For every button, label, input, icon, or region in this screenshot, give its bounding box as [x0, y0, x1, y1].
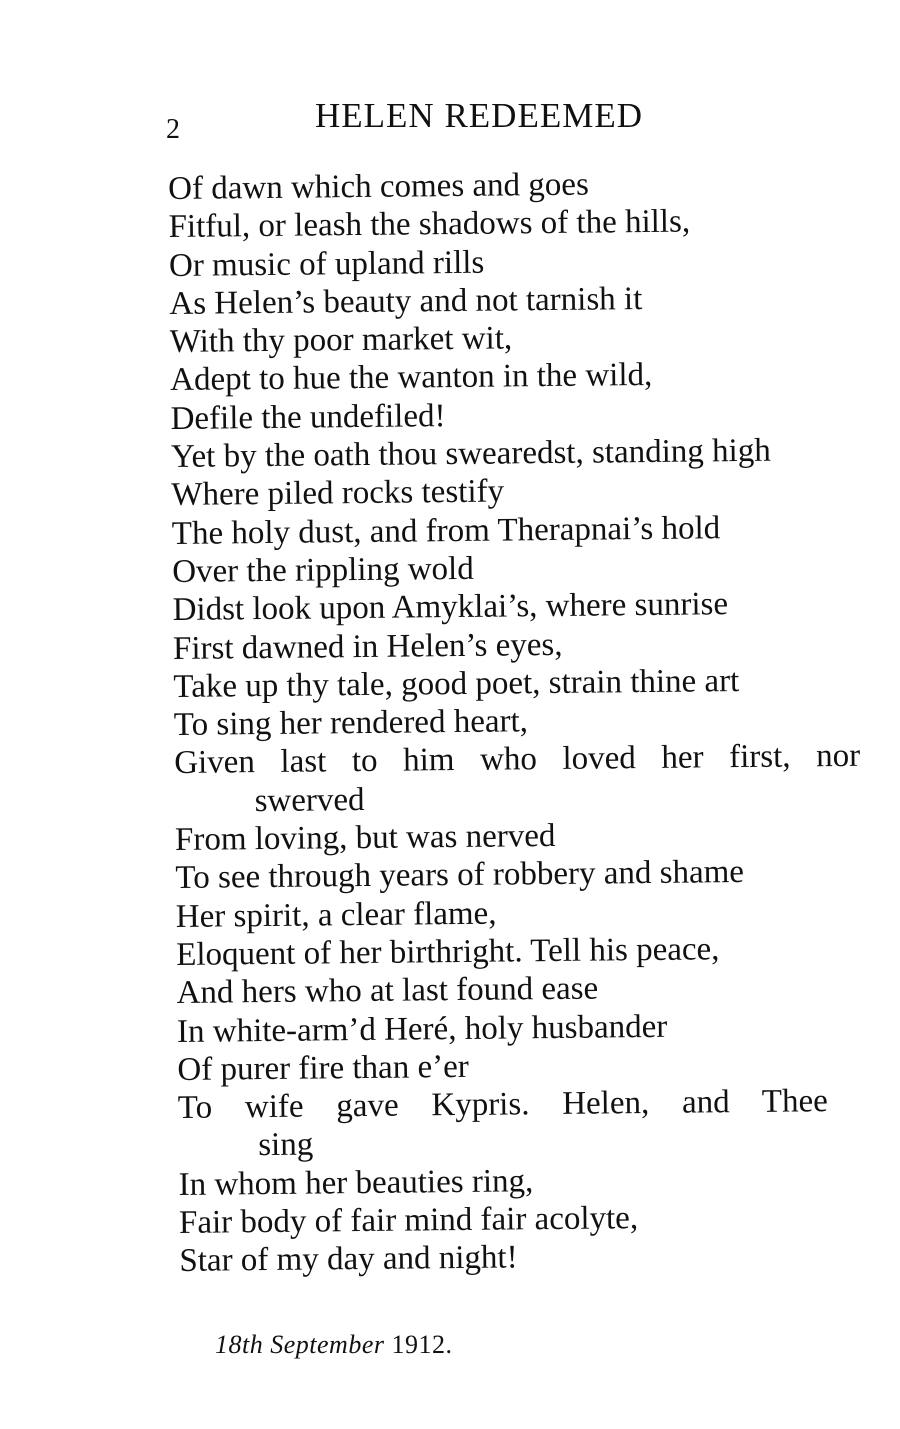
- poem-line: Where piled rocks testify: [171, 473, 505, 514]
- dateline-year: 1912.: [391, 1330, 453, 1359]
- dateline: [215, 1330, 452, 1360]
- page-number: 2: [166, 114, 180, 145]
- poem-line: To sing her rendered heart,: [173, 703, 529, 744]
- dateline-month: September: [270, 1330, 385, 1359]
- poem-line: Over the rippling wold: [172, 550, 474, 590]
- poem-line: The holy dust, and from Therapnai’s hold: [171, 509, 721, 552]
- poem-line: And hers who at last found ease: [176, 970, 599, 1012]
- poem-line: From loving, but was nerved: [174, 818, 556, 859]
- poem-line: Fitful, or leash the shadows of the hills,: [168, 203, 691, 246]
- poem-line: As Helen’s beauty and not tarnish it: [169, 280, 643, 322]
- poem-line: Defile the undefiled!: [170, 397, 446, 437]
- poem-line: Or music of upland rills: [168, 244, 485, 284]
- poem-line: Of purer fire than e’er: [177, 1048, 469, 1088]
- poem-line: Fair body of fair mind fair acolyte,: [178, 1200, 639, 1241]
- poem: [168, 163, 880, 1281]
- poem-line-continuation: swerved: [254, 781, 365, 819]
- poem-line: In white-arm’d Heré, holy husbander: [176, 1008, 668, 1050]
- poem-line: Yet by the oath thou swearedst, standing high: [170, 432, 771, 476]
- poem-line: Of dawn which comes and goes: [168, 166, 590, 207]
- poem-line: Take up thy tale, good poet, strain thine art: [173, 662, 740, 705]
- poem-line: Star of my day and night!: [179, 1239, 518, 1280]
- poem-line: To wife gave Kypris. Helen, and Thee: [177, 1083, 828, 1127]
- poem-line: Didst look upon Amyklai’s, where sunrise: [172, 586, 729, 629]
- poem-line: Her spirit, a clear flame,: [175, 895, 497, 935]
- poem-line: First dawned in Helen’s eyes,: [172, 626, 563, 667]
- poem-line: To see through years of robbery and shame: [175, 854, 745, 897]
- poem-line: Eloquent of her birthright. Tell his peace,: [176, 931, 720, 973]
- running-head: [0, 96, 900, 146]
- poem-line: With thy poor market wit,: [169, 320, 513, 361]
- poem-line-continuation: sing: [258, 1126, 314, 1164]
- dateline-day: 18th: [215, 1330, 264, 1359]
- book-title: HELEN REDEEMED: [315, 96, 643, 135]
- poem-line: In whom her beauties ring,: [178, 1162, 534, 1203]
- poem-line: Adept to hue the wanton in the wild,: [170, 357, 653, 399]
- poem-line: Given last to him who loved her first, nor: [174, 738, 861, 782]
